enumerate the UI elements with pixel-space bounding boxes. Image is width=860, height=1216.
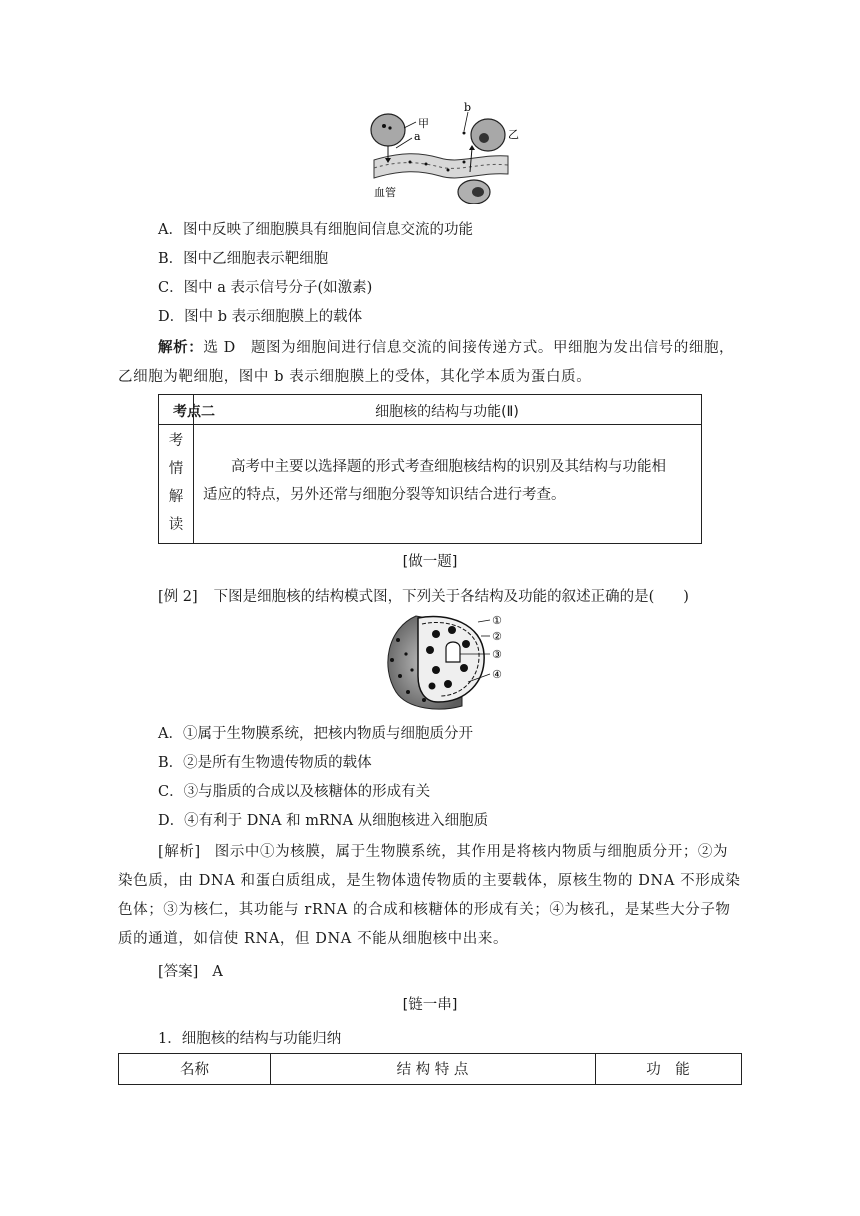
- side-char: 解: [168, 489, 184, 505]
- q2-analysis-line4: 质的通道，如信使 RNA，但 DNA 不能从细胞核中出来。: [118, 931, 509, 947]
- label-vessel: 血管: [374, 186, 396, 199]
- example2-label: [例 2]: [158, 589, 198, 605]
- label-yi: 乙: [508, 128, 519, 141]
- q2-option-d: D．④有利于 DNA 和 mRNA 从细胞核进入细胞质: [158, 813, 489, 829]
- nucleus-label-1: ①: [492, 614, 502, 627]
- nucleus-label-4: ④: [492, 668, 502, 681]
- q1-analysis-label: 解析：: [158, 340, 204, 356]
- nucleus-structure-figure: [378, 610, 518, 712]
- section-do-heading: [做一题]: [402, 554, 458, 570]
- answer-line: [158, 960, 223, 981]
- table-header-function: 功 能: [646, 1062, 690, 1078]
- table-head-right: 细胞核的结构与功能(Ⅱ): [375, 404, 519, 420]
- label-b: b: [464, 101, 472, 114]
- side-char: 情: [168, 461, 184, 477]
- q1-option-b: B．图中乙细胞表示靶细胞: [158, 251, 329, 267]
- q2-analysis-line3: 色体；③为核仁，其功能与 rRNA 的合成和核糖体的形成有关；④为核孔，是某些大分子物: [118, 902, 731, 918]
- answer-value: A: [212, 964, 223, 980]
- q2-analysis-label: [解析]: [158, 844, 201, 860]
- exam-point-table: [158, 394, 702, 544]
- table-header-name: 名称: [180, 1062, 209, 1078]
- answer-label: [答案]: [158, 964, 199, 980]
- table-body: [203, 453, 689, 509]
- table-body-line2: 适应的特点，另外还常与细胞分裂等知识结合进行考查。: [203, 487, 566, 503]
- table-divider: [159, 424, 701, 425]
- side-char: 考: [168, 433, 184, 449]
- q2-option-c: C．③与脂质的合成以及核糖体的形成有关: [158, 784, 431, 800]
- q2-analysis-line2: 染色质，由 DNA 和蛋白质组成，是生物体遗传物质的主要载体，原核生物的 DNA 不形成染: [118, 873, 741, 889]
- q1-analysis-line2: 乙细胞为靶细胞，图中 b 表示细胞膜上的受体，其化学本质为蛋白质。: [118, 369, 592, 385]
- q1-option-a: A．图中反映了细胞膜具有细胞间信息交流的功能: [158, 222, 473, 238]
- summary-title: 1．细胞核的结构与功能归纳: [158, 1031, 342, 1047]
- example2-question: [例 2] 下图是细胞核的结构模式图，下列关于各结构及功能的叙述正确的是( ): [158, 589, 689, 605]
- nucleus-label-2: ②: [492, 630, 502, 643]
- section-chain-heading: [链一串]: [402, 997, 458, 1013]
- q1-option-d: D．图中 b 表示细胞膜上的载体: [158, 309, 363, 325]
- table-body-line1: 高考中主要以选择题的形式考查细胞核结构的识别及其结构与功能相: [231, 459, 666, 475]
- table-head-left: 考点二: [173, 404, 215, 420]
- table-side-label: [159, 427, 193, 539]
- q2-option-b: B．②是所有生物遗传物质的载体: [158, 755, 372, 771]
- q2-analysis-line1: [解析] 图示中①为核膜，属于生物膜系统，其作用是将核内物质与细胞质分开；②为: [158, 844, 729, 860]
- label-jia: 甲: [418, 117, 429, 130]
- side-char: 读: [168, 517, 184, 533]
- label-a: a: [414, 130, 421, 143]
- q1-analysis-line1: 解析：选 D 题图为细胞间进行信息交流的间接传递方式。甲细胞为发出信号的细胞，: [158, 340, 735, 356]
- cell-signaling-figure: [360, 100, 520, 204]
- q1-option-c: C．图中 a 表示信号分子(如激素): [158, 280, 373, 296]
- q2-option-a: A．①属于生物膜系统，把核内物质与细胞质分开: [158, 726, 473, 742]
- structure-function-table: [118, 1053, 742, 1085]
- table-header-structure: 结 构 特 点: [396, 1062, 469, 1078]
- nucleus-label-3: ③: [492, 648, 502, 661]
